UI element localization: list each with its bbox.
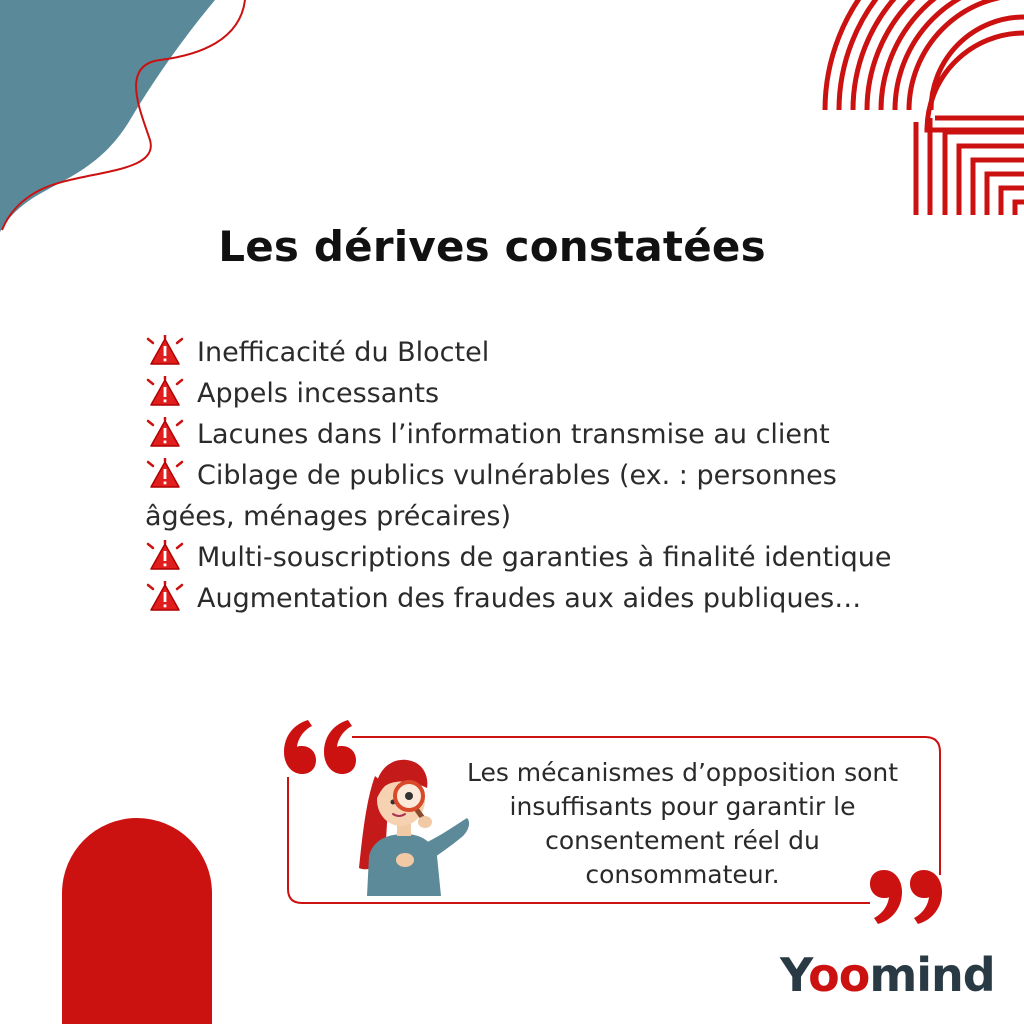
logo-prefix: Y bbox=[780, 948, 809, 1002]
list-item-text: Appels incessants bbox=[197, 378, 440, 409]
list-item-text: Lacunes dans l’information transmise au client bbox=[197, 419, 830, 450]
warning-icon bbox=[145, 417, 185, 447]
concentric-arcs-decoration bbox=[815, 0, 1024, 220]
issues-list bbox=[145, 332, 915, 619]
warning-icon bbox=[145, 581, 185, 611]
warning-icon bbox=[145, 376, 185, 406]
red-arch-decoration bbox=[62, 818, 212, 1024]
list-item-text: Multi-souscriptions de garanties à finalité identique bbox=[197, 542, 892, 573]
logo-suffix: mind bbox=[869, 948, 995, 1002]
list-item-text: Augmentation des fraudes aux aides publiques… bbox=[197, 583, 862, 614]
warning-icon bbox=[145, 540, 185, 570]
list-item bbox=[145, 578, 915, 619]
warning-icon bbox=[145, 458, 185, 488]
list-item-text: Ciblage de publics vulnérables (ex. : personnes âgées, ménages précaires) bbox=[145, 460, 837, 532]
list-item bbox=[145, 537, 915, 578]
list-item bbox=[145, 455, 915, 537]
page-title: Les dérives constatées bbox=[218, 222, 766, 271]
list-item-text: Inefficacité du Bloctel bbox=[197, 337, 490, 368]
list-item bbox=[145, 373, 915, 414]
warning-icon bbox=[145, 335, 185, 365]
list-item bbox=[145, 332, 915, 373]
list-item bbox=[145, 414, 915, 455]
logo-middle: oo bbox=[808, 948, 870, 1002]
yoomind-logo bbox=[780, 948, 1010, 1008]
teal-blob-decoration bbox=[0, 0, 260, 240]
quote-text: Les mécanismes d’opposition sont insuffisants pour garantir le consentement réel du consommateur. bbox=[466, 758, 899, 889]
